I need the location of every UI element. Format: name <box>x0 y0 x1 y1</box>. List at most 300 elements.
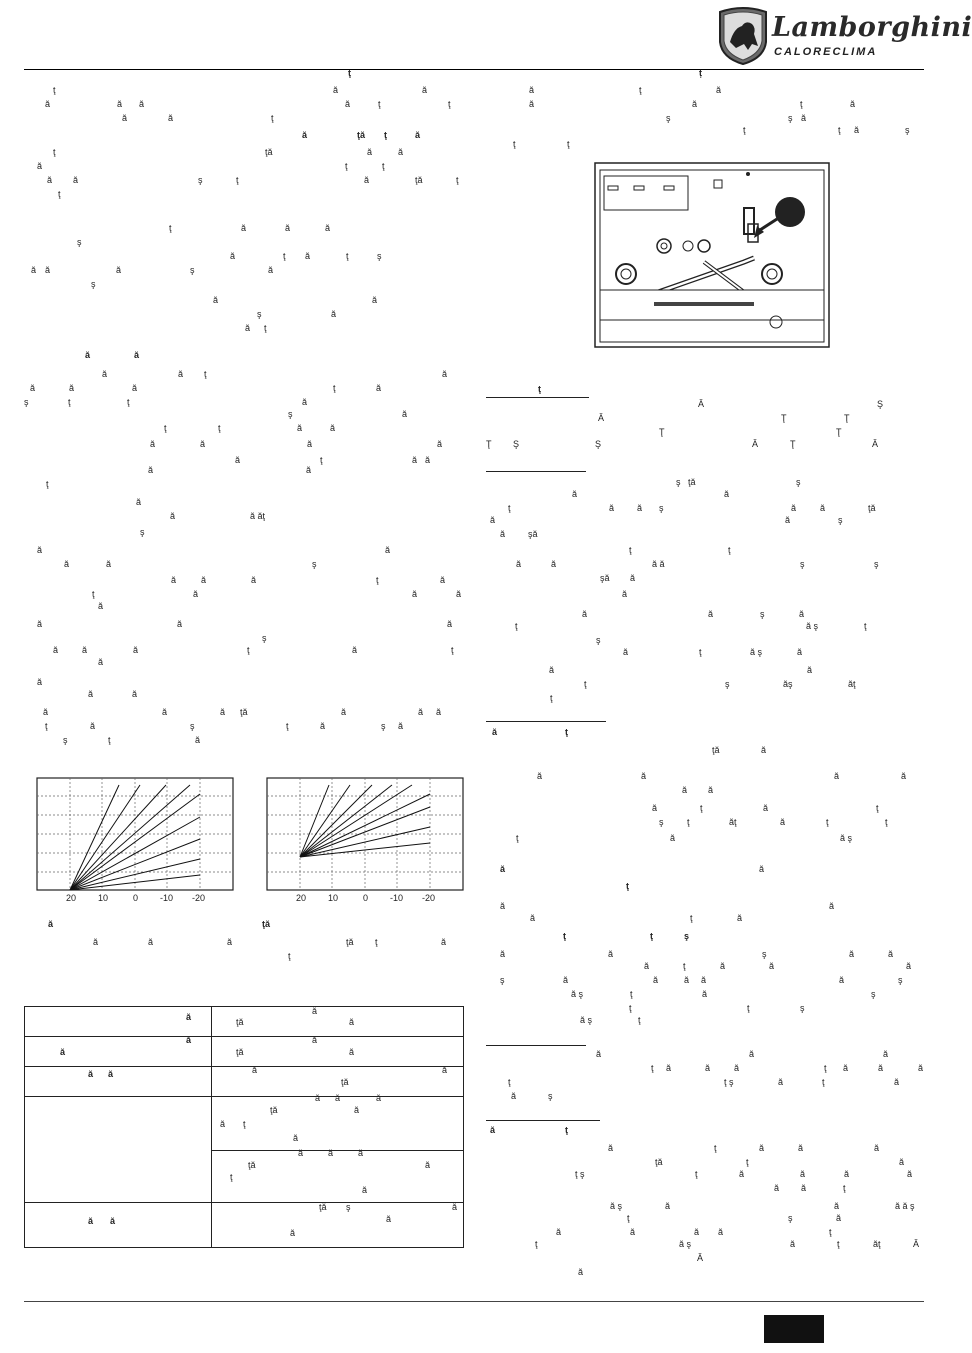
text-fragment: ă <box>201 575 207 585</box>
text-fragment: ăţ <box>848 679 856 689</box>
text-fragment: şă <box>528 529 538 539</box>
text-fragment: ţ <box>695 1169 698 1179</box>
text-fragment: ă <box>98 657 104 667</box>
text-fragment: ţ <box>384 130 387 140</box>
text-fragment: ş <box>24 397 29 407</box>
text-fragment: ă <box>682 785 688 795</box>
text-fragment: ă <box>168 113 174 123</box>
text-fragment: ă <box>385 545 391 555</box>
text-fragment: ă <box>791 503 797 513</box>
text-fragment: ă <box>364 175 370 185</box>
text-fragment: ţ <box>448 99 451 109</box>
text-fragment: ă <box>90 721 96 731</box>
text-fragment: ţă <box>868 503 876 513</box>
text-fragment: ţ <box>451 645 454 655</box>
text-fragment: ş <box>760 609 765 619</box>
text-fragment: ă <box>511 1091 517 1101</box>
text-fragment: ă <box>609 503 615 513</box>
text-fragment: ţ <box>638 1015 641 1025</box>
axis-tick: -20 <box>192 893 206 903</box>
text-fragment: ş <box>800 559 805 569</box>
axis-tick: -10 <box>390 893 404 903</box>
text-fragment: ăţ <box>729 817 737 827</box>
text-fragment: ă <box>331 309 337 319</box>
text-fragment: ş <box>762 949 767 959</box>
text-fragment: Ă <box>752 439 759 449</box>
text-fragment: ţ <box>843 1183 846 1193</box>
text-fragment: ă <box>572 489 578 499</box>
text-fragment: ţ <box>651 1063 654 1073</box>
text-fragment: ă <box>801 1183 807 1193</box>
text-fragment: ţ <box>288 951 291 961</box>
text-fragment: ţă <box>357 130 366 140</box>
text-fragment: ţ <box>46 479 49 489</box>
text-fragment: ă <box>901 771 907 781</box>
text-fragment: ş <box>312 559 317 569</box>
brand-name: Lamborghini <box>772 12 972 43</box>
text-fragment: ă <box>162 707 168 717</box>
text-fragment: ă <box>227 937 233 947</box>
text-fragment: ă <box>800 1169 806 1179</box>
text-fragment: ţă <box>236 1047 244 1057</box>
text-fragment: ţ <box>584 679 587 689</box>
text-fragment: ă <box>749 1049 755 1059</box>
text-fragment: ş <box>905 125 910 135</box>
text-fragment: ă <box>883 1049 889 1059</box>
footer-rule <box>24 1301 924 1302</box>
text-fragment: ţ <box>204 369 207 379</box>
text-fragment: ă <box>906 961 912 971</box>
text-fragment: ţ <box>92 589 95 599</box>
text-fragment: ă <box>60 1047 66 1057</box>
text-fragment: Ţ <box>844 413 850 423</box>
text-fragment: ă <box>302 130 308 140</box>
text-fragment: ş <box>796 477 801 487</box>
text-fragment: ă <box>718 1227 724 1237</box>
text-fragment: ă ş <box>571 989 584 999</box>
text-fragment: ă <box>85 350 91 360</box>
text-fragment: ă <box>500 864 506 874</box>
heating-curve-graph-right <box>266 777 466 893</box>
heating-curve-graph-left <box>36 777 236 893</box>
text-fragment: ă <box>312 1006 318 1016</box>
text-fragment: ă <box>500 901 506 911</box>
bull-shield-icon <box>716 6 770 66</box>
text-fragment: ş <box>346 1202 351 1212</box>
text-fragment: ţă <box>655 1157 663 1167</box>
text-fragment: ă <box>436 707 442 717</box>
text-fragment: ă <box>452 1202 458 1212</box>
text-fragment: ţ <box>345 161 348 171</box>
text-fragment: ţă <box>270 1105 278 1115</box>
text-fragment: ţ <box>376 575 379 585</box>
text-fragment: ă <box>785 515 791 525</box>
text-fragment: ă <box>341 707 347 717</box>
text-fragment: ş <box>788 1213 793 1223</box>
text-fragment: ş <box>725 679 730 689</box>
text-fragment: ţ <box>58 189 61 199</box>
text-fragment: ţ <box>747 1003 750 1013</box>
text-fragment: Ţ <box>836 427 842 437</box>
axis-tick: 20 <box>66 893 77 903</box>
text-fragment: ă <box>398 147 404 157</box>
text-fragment: ă <box>684 975 690 985</box>
text-fragment: Ţ <box>659 427 665 437</box>
text-fragment: ă <box>106 559 112 569</box>
text-fragment: ă <box>235 455 241 465</box>
text-fragment: ţ <box>230 1172 233 1182</box>
text-fragment: ă <box>335 1093 341 1103</box>
text-fragment: ă <box>330 423 336 433</box>
text-fragment: ţ <box>876 803 879 813</box>
text-fragment: ă <box>298 1148 304 1158</box>
text-fragment: ă <box>759 864 765 874</box>
text-fragment: ă <box>829 901 835 911</box>
text-fragment: Ş <box>877 399 884 409</box>
text-fragment: ă <box>402 409 408 419</box>
text-fragment: ă <box>608 949 614 959</box>
text-fragment: ă <box>186 1035 192 1045</box>
axis-tick: 10 <box>98 893 109 903</box>
text-fragment: ă <box>769 961 775 971</box>
text-fragment: ă <box>415 130 421 140</box>
text-fragment: ă <box>320 721 326 731</box>
text-fragment: ţ <box>728 545 731 555</box>
text-fragment: ă <box>652 803 658 813</box>
text-fragment: ţă <box>341 1077 349 1087</box>
text-fragment: ă <box>354 1105 360 1115</box>
text-fragment: ă <box>582 609 588 619</box>
text-fragment: ăş <box>783 679 793 689</box>
axis-tick: 0 <box>133 893 139 903</box>
text-fragment: ă <box>398 721 404 731</box>
text-fragment: ţă <box>712 745 720 755</box>
text-fragment: ţ <box>283 251 286 261</box>
text-fragment: ă <box>220 707 226 717</box>
text-fragment: ă <box>761 745 767 755</box>
text-fragment: ţă <box>346 937 354 947</box>
text-fragment: ă <box>376 1093 382 1103</box>
table-row <box>25 1036 463 1037</box>
text-fragment: ă <box>440 575 446 585</box>
text-fragment: ş <box>262 633 267 643</box>
text-fragment: ă <box>807 665 813 675</box>
text-fragment: ţă <box>415 175 423 185</box>
text-fragment: ă <box>45 99 51 109</box>
text-fragment: ă <box>64 559 70 569</box>
text-fragment: ţ <box>382 161 385 171</box>
text-fragment: ă <box>345 99 351 109</box>
text-fragment: ă <box>37 161 43 171</box>
text-fragment: ţ <box>838 125 841 135</box>
table-row <box>25 1096 463 1097</box>
text-fragment: ă <box>701 975 707 985</box>
text-fragment: ă <box>178 369 184 379</box>
text-fragment: ă <box>442 1065 448 1075</box>
text-fragment: ă <box>623 647 629 657</box>
text-fragment: ă <box>88 1069 94 1079</box>
text-fragment: ă <box>268 265 274 275</box>
table-divider <box>211 1007 212 1247</box>
text-fragment: ă <box>739 1169 745 1179</box>
text-fragment: ţ <box>629 545 632 555</box>
text-fragment: ă <box>177 619 183 629</box>
text-fragment: ţ <box>864 621 867 631</box>
text-fragment: ă <box>412 455 418 465</box>
text-fragment: ă <box>854 125 860 135</box>
text-fragment: ă <box>551 559 557 569</box>
text-fragment: ă <box>220 1119 226 1129</box>
text-fragment: ţ <box>508 1077 511 1087</box>
text-fragment: Ş <box>595 439 602 449</box>
text-fragment: ţă <box>240 707 248 717</box>
text-fragment: ă <box>843 1063 849 1073</box>
section-rule <box>486 471 586 472</box>
table-row <box>211 1150 463 1151</box>
text-fragment: ţ ş <box>575 1169 585 1179</box>
text-fragment: ă <box>116 265 122 275</box>
text-fragment: ă <box>530 913 536 923</box>
text-fragment: ă <box>516 559 522 569</box>
text-fragment: ş <box>377 251 382 261</box>
text-fragment: ă <box>82 645 88 655</box>
text-fragment: ă <box>899 1157 905 1167</box>
text-fragment: ş <box>77 237 82 247</box>
text-fragment: ă <box>720 961 726 971</box>
text-fragment: ă <box>367 147 373 157</box>
text-fragment: ă <box>563 975 569 985</box>
text-fragment: ă <box>596 1049 602 1059</box>
text-fragment: ă <box>737 913 743 923</box>
brand-logo <box>716 6 972 66</box>
text-fragment: ă ş <box>580 1015 593 1025</box>
text-fragment: ţ <box>513 139 516 149</box>
text-fragment: ă <box>69 383 75 393</box>
text-fragment: ş <box>198 175 203 185</box>
text-fragment: ţ <box>515 621 518 631</box>
text-fragment: ă <box>195 735 201 745</box>
text-fragment: ă <box>500 529 506 539</box>
text-fragment: ă <box>705 1063 711 1073</box>
text-fragment: ţ <box>567 139 570 149</box>
text-fragment: ă <box>418 707 424 717</box>
text-fragment: ăţ <box>873 1239 881 1249</box>
text-fragment: ş <box>190 265 195 275</box>
text-fragment: ă <box>437 439 443 449</box>
text-fragment: ă <box>834 771 840 781</box>
text-fragment: ţ <box>700 803 703 813</box>
text-fragment: ă <box>132 689 138 699</box>
text-fragment: ă ş <box>610 1201 623 1211</box>
text-fragment: Ă <box>698 399 705 409</box>
text-fragment: ă <box>132 383 138 393</box>
text-fragment: ă <box>186 1012 192 1022</box>
text-fragment: ţ <box>164 423 167 433</box>
text-fragment: ă <box>708 609 714 619</box>
text-fragment: ă <box>306 465 312 475</box>
axis-tick: -20 <box>422 893 436 903</box>
text-fragment: ă <box>136 497 142 507</box>
text-fragment: ă <box>490 515 496 525</box>
text-fragment: ţ <box>826 817 829 827</box>
text-fragment: ă <box>200 439 206 449</box>
text-fragment: ţ ş <box>724 1077 734 1087</box>
text-fragment: ă <box>213 295 219 305</box>
text-fragment: ă <box>425 1160 431 1170</box>
text-fragment: ă <box>578 1267 584 1277</box>
text-fragment: ă <box>763 803 769 813</box>
text-fragment: ă <box>148 937 154 947</box>
text-fragment: ă <box>820 503 826 513</box>
text-fragment: ă <box>630 573 636 583</box>
text-fragment: ă <box>734 1063 740 1073</box>
text-fragment: ă <box>31 265 37 275</box>
text-fragment: ă <box>874 1143 880 1153</box>
axis-tick: -10 <box>160 893 174 903</box>
axis-tick: 0 <box>363 893 369 903</box>
text-fragment: ş <box>666 113 671 123</box>
text-fragment: ă <box>708 785 714 795</box>
text-fragment: ş <box>838 515 843 525</box>
text-fragment: ţ <box>375 937 378 947</box>
text-fragment: ţ <box>627 1213 630 1223</box>
text-fragment: ă <box>134 350 140 360</box>
text-fragment: ă <box>150 439 156 449</box>
text-fragment: ă <box>844 1169 850 1179</box>
text-fragment: ă <box>442 369 448 379</box>
text-fragment: ă <box>252 1065 258 1075</box>
text-fragment: ă <box>297 423 303 433</box>
text-fragment: ă <box>117 99 123 109</box>
text-fragment: ă <box>836 1213 842 1223</box>
text-fragment: ă <box>349 1017 355 1027</box>
text-fragment: ţ <box>346 251 349 261</box>
text-fragment: ă <box>53 645 59 655</box>
text-fragment: ă <box>133 645 139 655</box>
text-fragment: ă <box>780 817 786 827</box>
text-fragment: ţ <box>535 1239 538 1249</box>
text-fragment: ă <box>37 677 43 687</box>
text-fragment: ă <box>376 383 382 393</box>
text-fragment: ţ <box>650 931 653 941</box>
text-fragment: ţ <box>348 68 351 78</box>
text-fragment: ă <box>425 455 431 465</box>
text-fragment: ţ <box>456 175 459 185</box>
text-fragment: ă <box>622 589 628 599</box>
text-fragment: ţ <box>714 1143 717 1153</box>
text-fragment: ş <box>788 113 793 123</box>
text-fragment: ă <box>801 113 807 123</box>
table-row <box>25 1066 463 1067</box>
text-fragment: ă <box>170 511 176 521</box>
text-fragment: ş <box>381 721 386 731</box>
text-fragment: ă <box>251 575 257 585</box>
text-fragment: ţ <box>333 383 336 393</box>
text-fragment: ă <box>850 99 856 109</box>
text-fragment: ţ <box>243 1119 246 1129</box>
text-fragment: ţ <box>108 735 111 745</box>
text-fragment: ş <box>596 635 601 645</box>
text-fragment: ă <box>372 295 378 305</box>
text-fragment: ş <box>659 503 664 513</box>
text-fragment: ţ <box>45 721 48 731</box>
text-fragment: ă <box>43 707 49 717</box>
text-fragment: ă <box>798 1143 804 1153</box>
header-rule <box>24 69 924 70</box>
text-fragment: ă <box>666 1063 672 1073</box>
text-fragment: ş <box>288 409 293 419</box>
text-fragment: ţă <box>265 147 273 157</box>
text-fragment: ş <box>190 721 195 731</box>
text-fragment: ţ <box>829 1227 832 1237</box>
text-fragment: ţ <box>639 85 642 95</box>
text-fragment: ă <box>849 949 855 959</box>
text-fragment: ţă <box>236 1017 244 1027</box>
text-fragment: ţ <box>565 1125 568 1135</box>
text-fragment: ş <box>800 1003 805 1013</box>
text-fragment: ă <box>315 1093 321 1103</box>
text-fragment: ă <box>349 1047 355 1057</box>
text-fragment: ţ <box>837 1239 840 1249</box>
text-fragment: ş <box>257 309 262 319</box>
text-fragment: ţ <box>127 397 130 407</box>
text-fragment: ă <box>412 589 418 599</box>
text-fragment: ă <box>98 601 104 611</box>
text-fragment: ă <box>45 265 51 275</box>
axis-tick: 10 <box>328 893 339 903</box>
text-fragment: ţ <box>508 503 511 513</box>
text-fragment: ă <box>529 85 535 95</box>
text-fragment: ţ <box>629 1003 632 1013</box>
text-fragment: ă <box>637 503 643 513</box>
text-fragment: ă <box>122 113 128 123</box>
text-fragment: ă <box>641 771 647 781</box>
text-fragment: ă <box>108 1069 114 1079</box>
table-row <box>25 1202 463 1203</box>
section-rule <box>486 1120 600 1121</box>
text-fragment: ă <box>500 949 506 959</box>
text-fragment: ţ <box>699 647 702 657</box>
text-fragment: ă <box>139 99 145 109</box>
text-fragment: ă <box>778 1077 784 1087</box>
text-fragment: ă <box>386 1214 392 1224</box>
text-fragment: ă <box>447 619 453 629</box>
text-fragment: ş <box>91 279 96 289</box>
text-fragment: ă <box>790 1239 796 1249</box>
text-fragment: ă <box>37 545 43 555</box>
text-fragment: ă <box>88 689 94 699</box>
text-fragment: ş <box>548 1091 553 1101</box>
text-fragment: ţ <box>743 125 746 135</box>
text-fragment: ţ <box>169 223 172 233</box>
text-fragment: ş <box>871 989 876 999</box>
text-fragment: ă <box>148 465 154 475</box>
text-fragment: ă <box>241 223 247 233</box>
text-fragment: Ă <box>913 1239 920 1249</box>
text-fragment: ă <box>907 1169 913 1179</box>
text-fragment: ă <box>653 975 659 985</box>
text-fragment: ţ <box>286 721 289 731</box>
page-number-box <box>764 1315 824 1343</box>
text-fragment: ă <box>333 85 339 95</box>
text-fragment: ă <box>918 1063 924 1073</box>
text-fragment: ă <box>702 989 708 999</box>
text-fragment: ă <box>537 771 543 781</box>
text-fragment: Ţ <box>781 413 787 423</box>
text-fragment: ă <box>110 1216 116 1226</box>
text-fragment: ă <box>878 1063 884 1073</box>
text-fragment: ţ <box>822 1077 825 1087</box>
